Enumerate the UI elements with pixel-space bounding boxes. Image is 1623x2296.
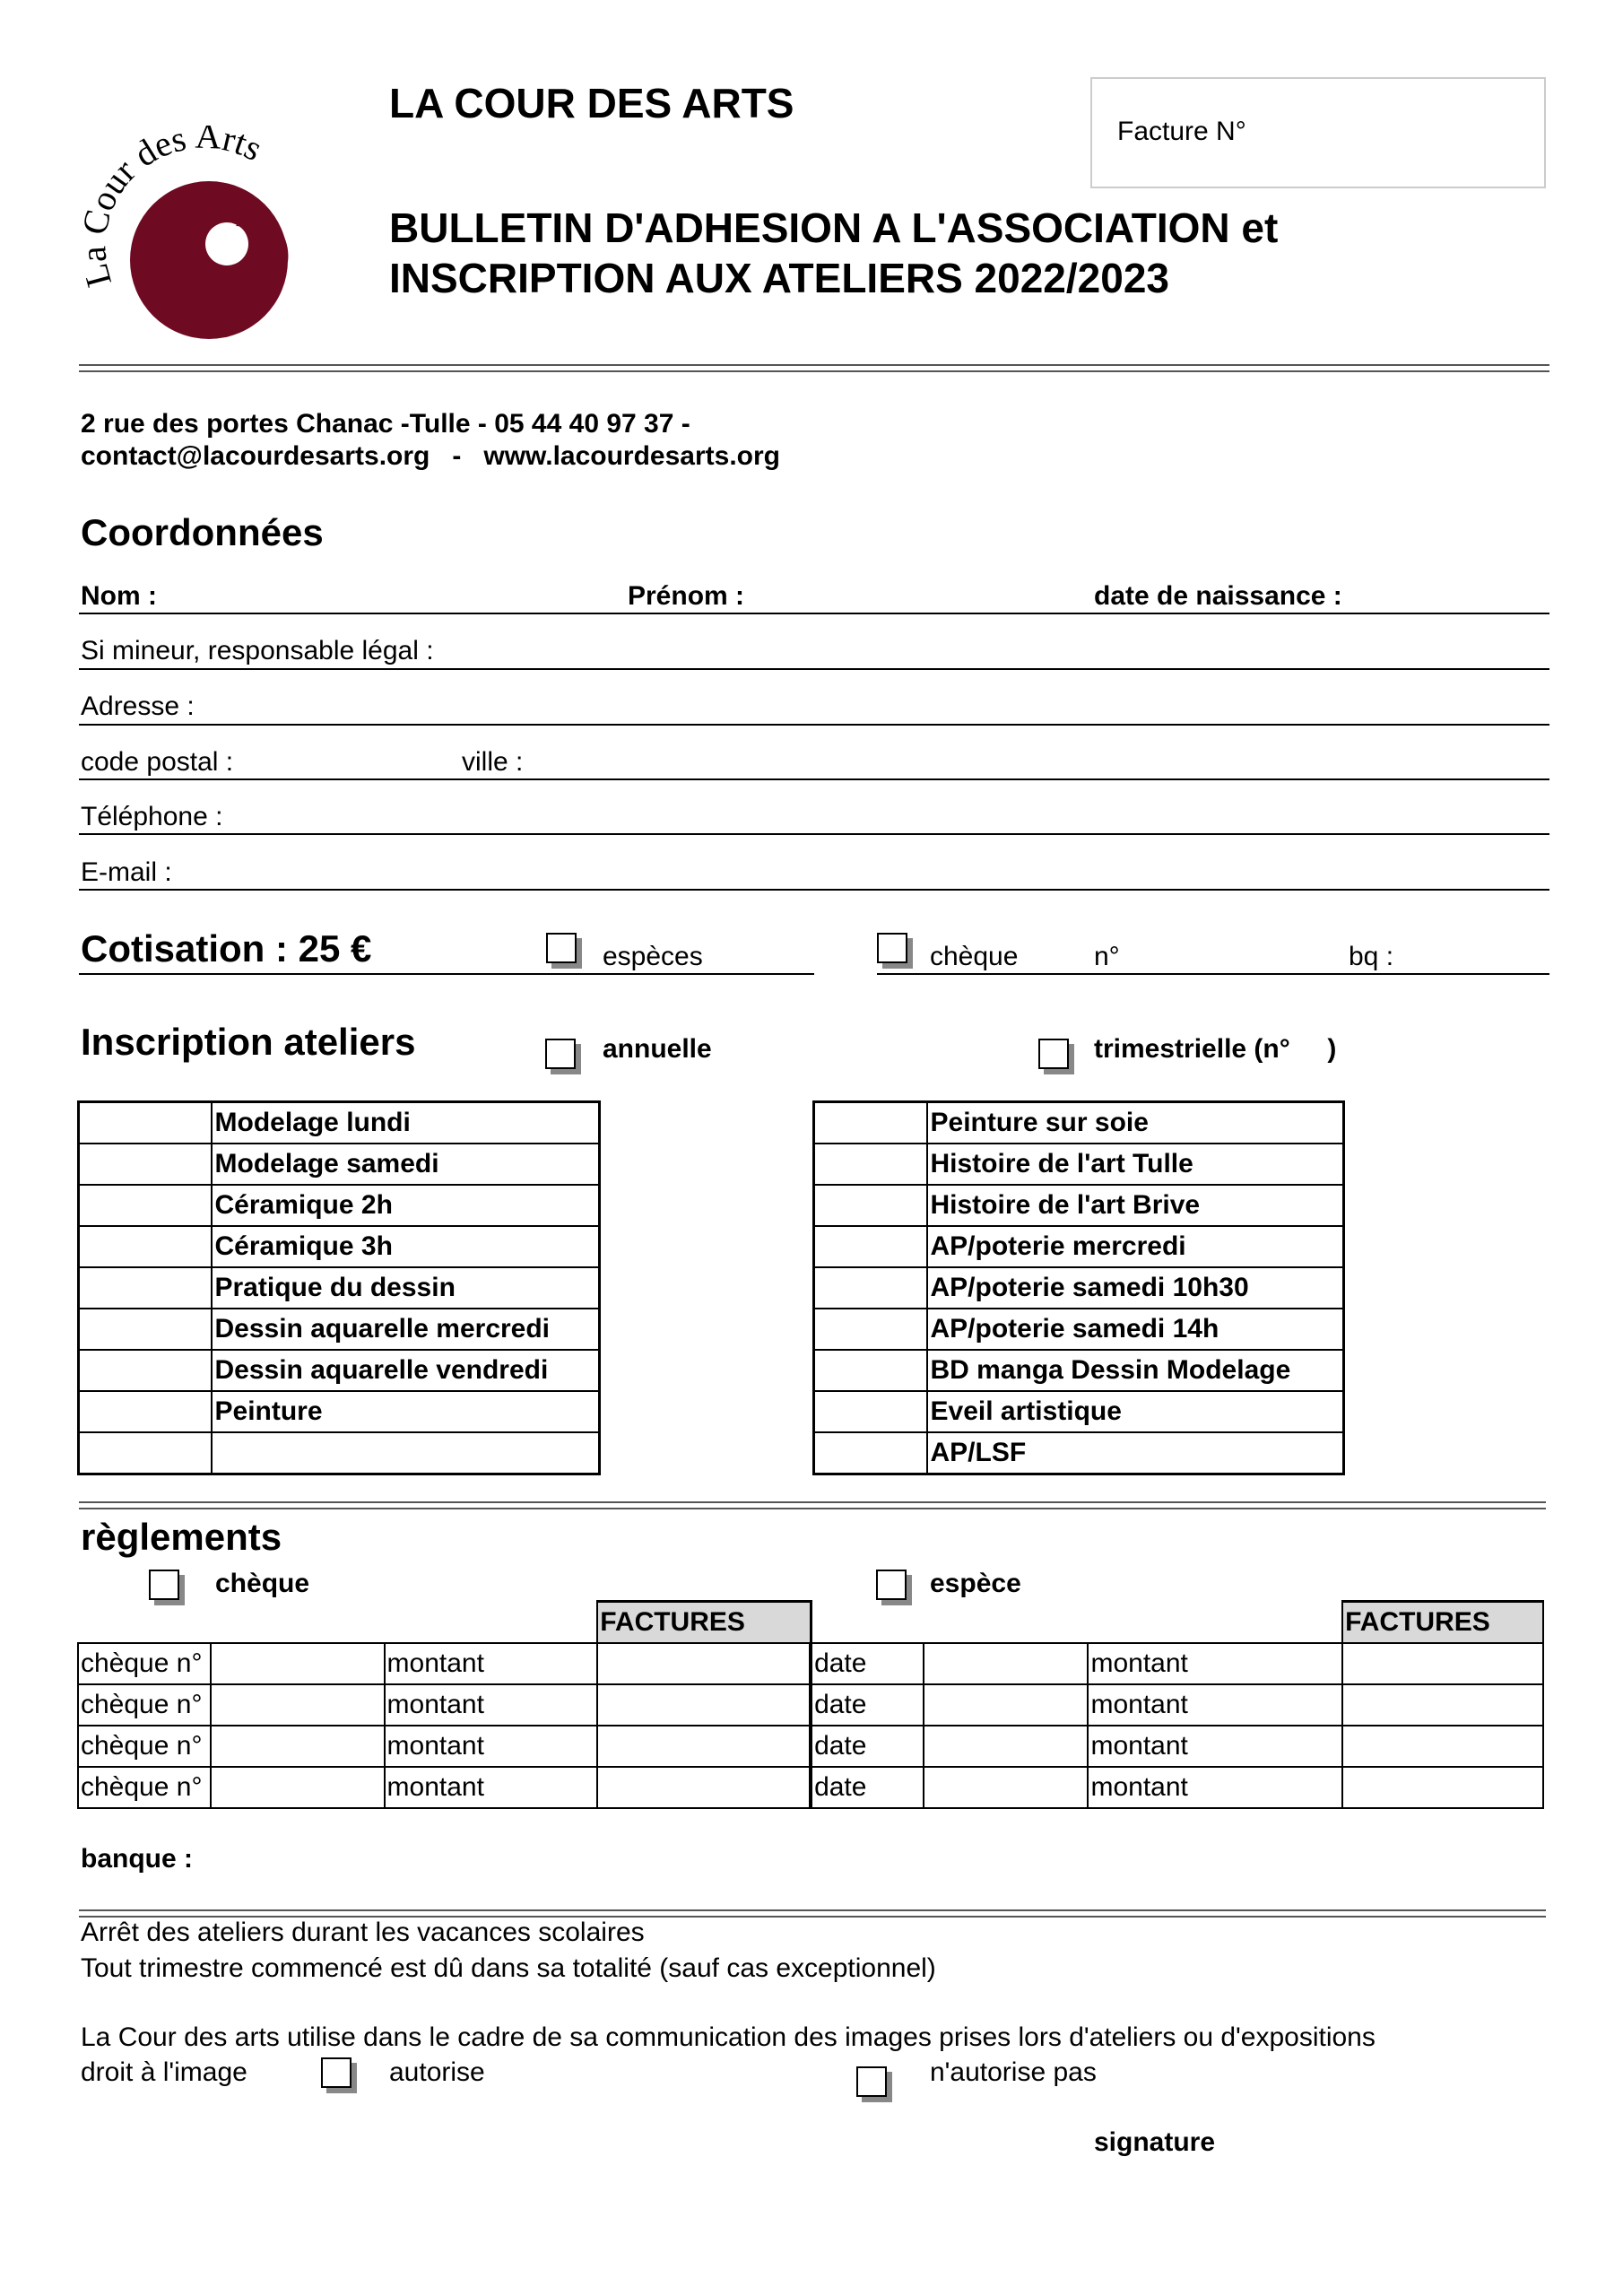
note-line-3: La Cour des arts utilise dans le cadre de sa communication des images prises lors d'ateliers ou d'expositions: [81, 2022, 1376, 2052]
factures-header-right: FACTURES: [1342, 1602, 1543, 1644]
atelier-check-cell[interactable]: [79, 1350, 212, 1391]
atelier-label: Peinture sur soie: [927, 1102, 1344, 1144]
autorise-checkbox[interactable]: [321, 2057, 352, 2088]
table-row[interactable]: [79, 1267, 600, 1309]
atelier-check-cell[interactable]: [814, 1185, 927, 1226]
date-cell[interactable]: [924, 1726, 1089, 1767]
ateliers-table-left: [77, 1100, 601, 1475]
atelier-label: Dessin aquarelle vendredi: [212, 1350, 600, 1391]
atelier-check-cell[interactable]: [79, 1309, 212, 1350]
date-cell[interactable]: [924, 1767, 1089, 1808]
header-divider: [79, 364, 1549, 372]
especes-label: espèces: [603, 942, 703, 971]
atelier-check-cell[interactable]: [814, 1350, 927, 1391]
table-row[interactable]: [78, 1767, 1543, 1808]
reglements-divider: [79, 1501, 1546, 1509]
email-label: E-mail :: [81, 857, 172, 887]
atelier-check-cell[interactable]: [814, 1267, 927, 1309]
annuelle-checkbox[interactable]: [545, 1039, 576, 1069]
cheque-checkbox[interactable]: [877, 933, 907, 963]
atelier-label: Céramique 2h: [212, 1185, 600, 1226]
code-postal-label: code postal :: [81, 747, 234, 777]
atelier-label: BD manga Dessin Modelage: [927, 1350, 1344, 1391]
atelier-check-cell[interactable]: [814, 1226, 927, 1267]
table-row[interactable]: [814, 1350, 1344, 1391]
atelier-label: Histoire de l'art Tulle: [927, 1144, 1344, 1185]
invoice-box[interactable]: [1090, 77, 1546, 188]
table-row[interactable]: [814, 1309, 1344, 1350]
org-name: LA COUR DES ARTS: [389, 80, 794, 126]
nautorise-checkbox[interactable]: [856, 2066, 887, 2097]
payments-table: [77, 1600, 1544, 1809]
atelier-label: Histoire de l'art Brive: [927, 1185, 1344, 1226]
mineur-label: Si mineur, responsable légal :: [81, 636, 434, 665]
atelier-check-cell[interactable]: [79, 1432, 212, 1474]
table-row[interactable]: [814, 1102, 1344, 1144]
cheque-no-label: chèque n°: [78, 1643, 211, 1684]
signature-label: signature: [1094, 2127, 1216, 2157]
atelier-check-cell[interactable]: [814, 1102, 927, 1144]
date-label: date: [811, 1726, 924, 1767]
table-row[interactable]: [79, 1350, 600, 1391]
cheque-no-cell[interactable]: [211, 1643, 385, 1684]
atelier-label: [212, 1432, 600, 1474]
table-row[interactable]: [79, 1432, 600, 1474]
cheque-label: chèque: [930, 942, 1019, 971]
cotisation-label: Cotisation : 25 €: [81, 927, 372, 970]
facture-cell[interactable]: [1342, 1643, 1543, 1684]
atelier-label: AP/poterie samedi 14h: [927, 1309, 1344, 1350]
table-row[interactable]: [79, 1309, 600, 1350]
cheque-no-label: chèque n°: [78, 1726, 211, 1767]
nom-line[interactable]: [79, 613, 1549, 614]
atelier-label: Modelage lundi: [212, 1102, 600, 1144]
montant-label: montant: [385, 1726, 598, 1767]
table-row[interactable]: [79, 1144, 600, 1185]
atelier-label: Modelage samedi: [212, 1144, 600, 1185]
atelier-check-cell[interactable]: [814, 1144, 927, 1185]
atelier-check-cell[interactable]: [79, 1267, 212, 1309]
atelier-label: AP/poterie mercredi: [927, 1226, 1344, 1267]
montant-label: montant: [1088, 1767, 1342, 1808]
atelier-check-cell[interactable]: [79, 1185, 212, 1226]
table-row[interactable]: [814, 1185, 1344, 1226]
trimestrielle-checkbox[interactable]: [1038, 1039, 1069, 1069]
facture-cell[interactable]: [597, 1726, 811, 1767]
atelier-check-cell[interactable]: [814, 1432, 927, 1474]
reglement-espece-checkbox[interactable]: [876, 1570, 907, 1600]
table-row[interactable]: [78, 1643, 1543, 1684]
table-row[interactable]: [79, 1102, 600, 1144]
annuelle-label: annuelle: [603, 1034, 712, 1064]
cheque-number-label: n°: [1094, 942, 1120, 971]
table-row[interactable]: [79, 1391, 600, 1432]
facture-cell[interactable]: [1342, 1684, 1543, 1726]
montant-label: montant: [1088, 1684, 1342, 1726]
table-row[interactable]: [79, 1226, 600, 1267]
montant-label: montant: [385, 1684, 598, 1726]
table-row[interactable]: [79, 1185, 600, 1226]
reglement-banque-label: banque :: [81, 1844, 193, 1874]
reglement-espece-label: espèce: [930, 1569, 1021, 1598]
notes-divider: [79, 1909, 1546, 1918]
facture-cell[interactable]: [1342, 1726, 1543, 1767]
logo: [76, 126, 318, 359]
note-line-1: Arrêt des ateliers durant les vacances scolaires: [81, 1918, 645, 1947]
naissance-label: date de naissance :: [1094, 581, 1342, 611]
mineur-line[interactable]: [79, 668, 1549, 670]
date-label: date: [811, 1767, 924, 1808]
table-row[interactable]: [78, 1726, 1543, 1767]
montant-label: montant: [385, 1767, 598, 1808]
banque-label: bq :: [1349, 942, 1394, 971]
droit-image-label: droit à l'image: [81, 2057, 247, 2087]
atelier-check-cell[interactable]: [814, 1391, 927, 1432]
prenom-label: Prénom :: [628, 581, 745, 611]
cheque-no-cell[interactable]: [211, 1767, 385, 1808]
ateliers-table-right: [812, 1100, 1345, 1475]
especes-checkbox[interactable]: [546, 933, 577, 963]
atelier-label: AP/poterie samedi 10h30: [927, 1267, 1344, 1309]
factures-header-left: FACTURES: [597, 1602, 811, 1644]
cheque-no-label: chèque n°: [78, 1767, 211, 1808]
ville-line[interactable]: [79, 778, 1549, 780]
email-line[interactable]: [79, 889, 1549, 891]
reglement-cheque-checkbox[interactable]: [149, 1570, 179, 1600]
atelier-check-cell[interactable]: [79, 1102, 212, 1144]
atelier-label: Dessin aquarelle mercredi: [212, 1309, 600, 1350]
atelier-check-cell[interactable]: [814, 1309, 927, 1350]
montant-label: montant: [1088, 1643, 1342, 1684]
logo-text: La Cour des Arts: [76, 126, 269, 291]
adresse-line[interactable]: [79, 724, 1549, 726]
atelier-label: AP/LSF: [927, 1432, 1344, 1474]
date-cell[interactable]: [924, 1643, 1089, 1684]
montant-label: montant: [385, 1643, 598, 1684]
nom-label: Nom :: [81, 581, 157, 611]
atelier-check-cell[interactable]: [79, 1391, 212, 1432]
atelier-label: Eveil artistique: [927, 1391, 1344, 1432]
ville-label: ville :: [462, 747, 524, 777]
date-label: date: [811, 1643, 924, 1684]
inscription-heading: Inscription ateliers: [81, 1021, 416, 1063]
trimestrielle-label: trimestrielle (n° ): [1094, 1034, 1337, 1064]
nautorise-label: n'autorise pas: [930, 2057, 1097, 2087]
cheque-no-label: chèque n°: [78, 1684, 211, 1726]
address-line-1: 2 rue des portes Chanac -Tulle - 05 44 40 97 37 -: [81, 409, 690, 439]
reglements-heading: règlements: [81, 1516, 282, 1558]
table-row[interactable]: [78, 1684, 1543, 1726]
cotisation-line-left: [79, 973, 814, 975]
title-line-2: INSCRIPTION AUX ATELIERS 2022/2023: [389, 255, 1170, 301]
telephone-line[interactable]: [79, 833, 1549, 835]
table-row[interactable]: [814, 1267, 1344, 1309]
date-label: date: [811, 1684, 924, 1726]
atelier-check-cell[interactable]: [79, 1144, 212, 1185]
title-line-1: BULLETIN D'ADHESION A L'ASSOCIATION et: [389, 204, 1279, 251]
invoice-label: Facture N°: [1117, 117, 1246, 146]
facture-cell[interactable]: [597, 1684, 811, 1726]
cotisation-line-right[interactable]: [877, 973, 1549, 975]
cheque-no-cell[interactable]: [211, 1684, 385, 1726]
atelier-label: Céramique 3h: [212, 1226, 600, 1267]
montant-label: montant: [1088, 1726, 1342, 1767]
atelier-label: Pratique du dessin: [212, 1267, 600, 1309]
atelier-label: Peinture: [212, 1391, 600, 1432]
telephone-label: Téléphone :: [81, 802, 223, 831]
coords-heading: Coordonnées: [81, 511, 324, 553]
table-row[interactable]: [814, 1432, 1344, 1474]
atelier-check-cell[interactable]: [79, 1226, 212, 1267]
table-row[interactable]: [814, 1144, 1344, 1185]
facture-cell[interactable]: [1342, 1767, 1543, 1808]
facture-cell[interactable]: [597, 1767, 811, 1808]
facture-cell[interactable]: [597, 1643, 811, 1684]
note-line-2: Tout trimestre commencé est dû dans sa totalité (sauf cas exceptionnel): [81, 1953, 936, 1983]
date-cell[interactable]: [924, 1684, 1089, 1726]
autorise-label: autorise: [389, 2057, 485, 2087]
reglement-cheque-label: chèque: [215, 1569, 310, 1598]
table-row[interactable]: [814, 1391, 1344, 1432]
address-line-2: contact@lacourdesarts.org - www.lacourdesarts.org: [81, 441, 780, 471]
cheque-no-cell[interactable]: [211, 1726, 385, 1767]
adresse-label: Adresse :: [81, 691, 195, 721]
table-row[interactable]: [814, 1226, 1344, 1267]
